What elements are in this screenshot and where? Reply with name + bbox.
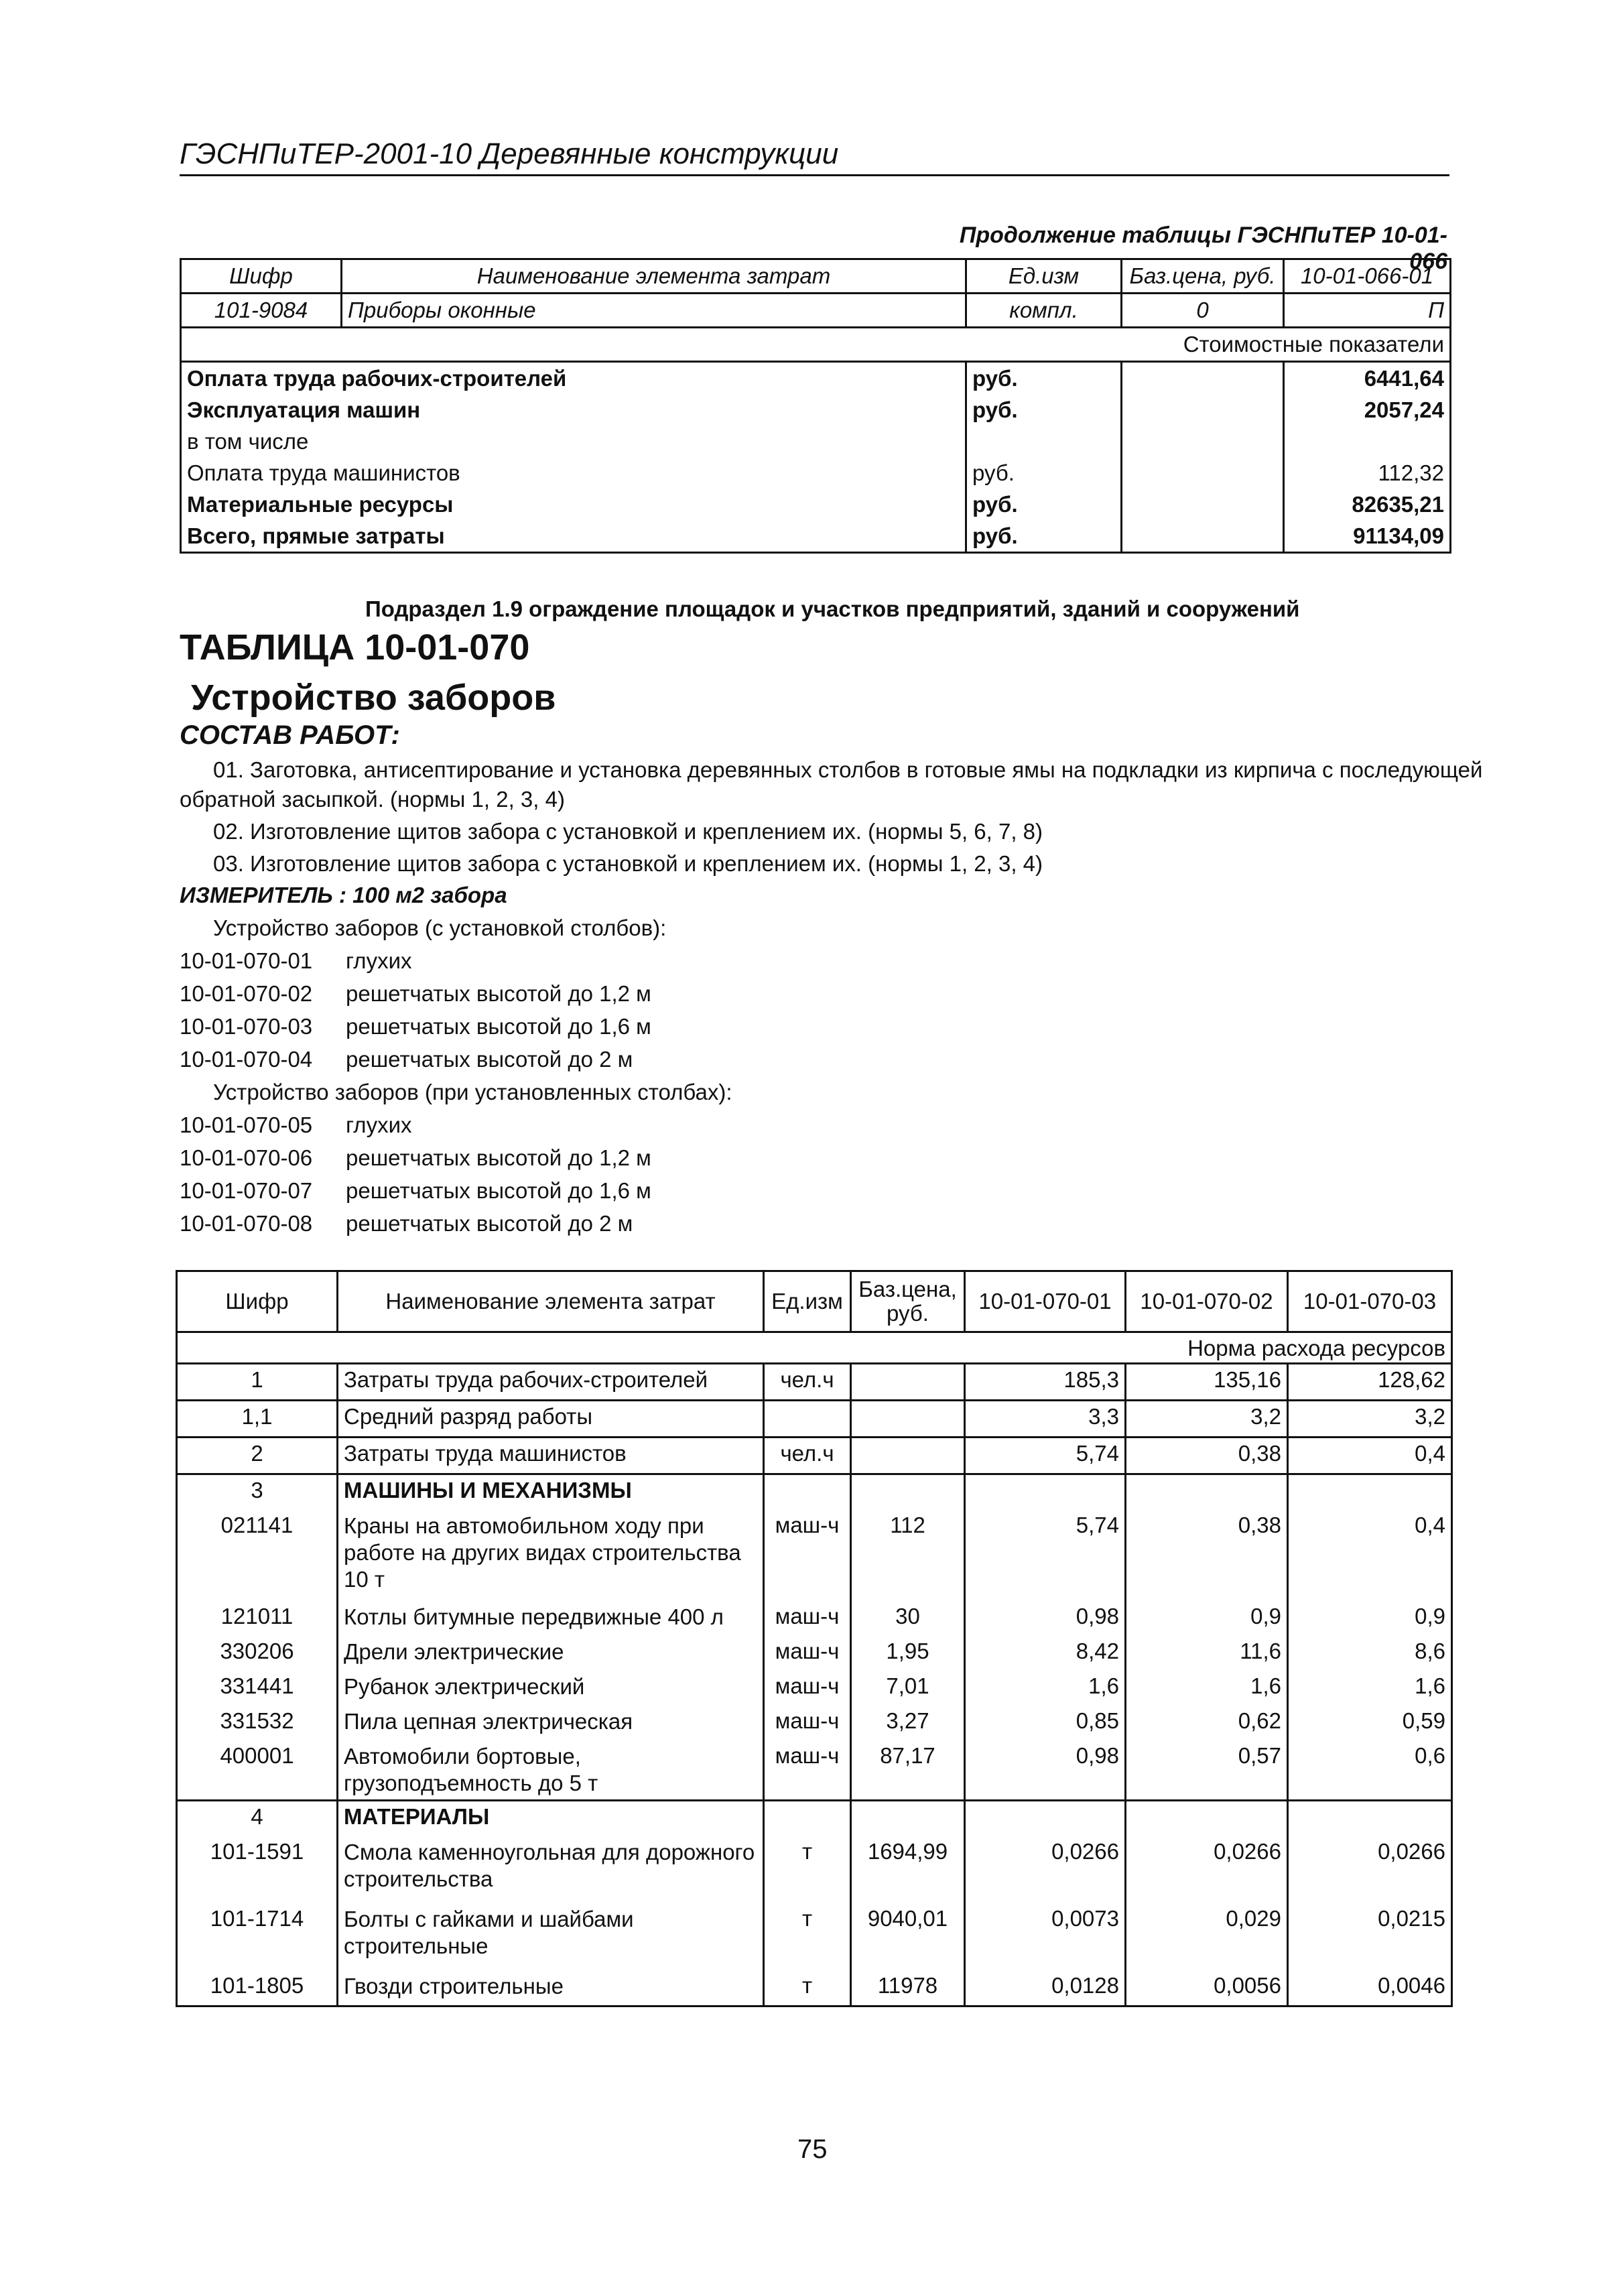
norm-item — [180, 1145, 651, 1171]
table-row — [177, 1970, 1452, 2006]
cell-value: 0,4 — [1288, 1438, 1452, 1474]
cell-value: 0,029 — [1126, 1903, 1288, 1970]
header-rule — [180, 174, 1449, 176]
work-item: 01. Заготовка, антисептирование и установка деревянных столбов в готовые ямы на подкладки из кирпича с последующей — [213, 757, 1483, 782]
work-item-continuation: обратной засыпкой. (нормы 1, 2, 3, 4) — [180, 787, 565, 812]
cell-name: Материальные ресурсы — [181, 489, 966, 520]
cell-value — [1284, 426, 1451, 457]
table-row — [181, 457, 1451, 489]
cell-value: 3,3 — [965, 1401, 1126, 1438]
cell-name: Смола каменноугольная для дорожного строительства — [338, 1836, 764, 1903]
cell-value: 8,42 — [965, 1636, 1126, 1671]
norm-name: решетчатых высотой до 2 м — [346, 1047, 633, 1072]
norm-item — [180, 948, 412, 974]
cell-price: 3,27 — [851, 1706, 965, 1740]
section-title: МАШИНЫ И МЕХАНИЗМЫ — [338, 1474, 764, 1511]
cell-value: 0,57 — [1126, 1740, 1288, 1801]
cell-unit: чел.ч — [764, 1364, 851, 1401]
cell-price — [851, 1401, 965, 1438]
table-row — [177, 1740, 1452, 1801]
norm-name: решетчатых высотой до 1,6 м — [346, 1014, 651, 1039]
cell-price — [851, 1474, 965, 1511]
table-row — [177, 1438, 1452, 1474]
cell-value: 0,0056 — [1126, 1970, 1288, 2006]
table-row — [177, 1401, 1452, 1438]
norm-name: решетчатых высотой до 1,2 м — [346, 981, 651, 1006]
cell-price: 1694,99 — [851, 1836, 965, 1903]
column-header: Баз.цена, руб. — [851, 1271, 965, 1332]
cell-name: Автомобили бортовые, грузоподъемность до 5 т — [338, 1740, 764, 1801]
norm-code: 10-01-070-08 — [180, 1211, 313, 1236]
section-label-row — [177, 1332, 1452, 1364]
cell-code: 021141 — [177, 1510, 338, 1601]
cell-unit: руб. — [966, 457, 1122, 489]
cell-value: 0,62 — [1126, 1706, 1288, 1740]
cell-name: Затраты труда рабочих-строителей — [338, 1364, 764, 1401]
norm-name: глухих — [346, 1112, 412, 1137]
norm-code: 10-01-070-02 — [180, 981, 313, 1006]
column-header: Шифр — [177, 1271, 338, 1332]
table-row — [181, 489, 1451, 520]
work-item: 02. Изготовление щитов забора с установкой и креплением их. (нормы 5, 6, 7, 8) — [213, 819, 1043, 844]
cell-value: 1,6 — [1288, 1671, 1452, 1706]
cell-price — [851, 1801, 965, 1837]
cell-value — [965, 1474, 1126, 1511]
column-header: Наименование элемента затрат — [342, 259, 966, 294]
cell-name: Краны на автомобильном ходу при работе на других видах строительства 10 т — [338, 1510, 764, 1601]
table-name: Устройство заборов — [191, 678, 556, 718]
column-header: Наименование элемента затрат — [338, 1271, 764, 1332]
cell-code: 4 — [177, 1801, 338, 1837]
table-row — [177, 1903, 1452, 1970]
cell-value: 135,16 — [1126, 1364, 1288, 1401]
norm-name: решетчатых высотой до 2 м — [346, 1211, 633, 1236]
cell-price: 1,95 — [851, 1636, 965, 1671]
norm-code: 10-01-070-04 — [180, 1047, 313, 1072]
norm-code: 10-01-070-06 — [180, 1145, 313, 1170]
cell-code: 101-1805 — [177, 1970, 338, 2006]
norm-name: решетчатых высотой до 1,6 м — [346, 1178, 651, 1203]
norm-item — [180, 1047, 633, 1072]
section-label-row — [181, 328, 1451, 362]
cell-price: 9040,01 — [851, 1903, 965, 1970]
cell-value: 0,6 — [1288, 1740, 1452, 1801]
table-row — [177, 1510, 1452, 1601]
cell-value: 0,98 — [965, 1601, 1126, 1636]
cell-price — [1122, 489, 1284, 520]
cell-value: 6441,64 — [1284, 362, 1451, 395]
cell-unit: маш-ч — [764, 1636, 851, 1671]
cell-value: 112,32 — [1284, 457, 1451, 489]
norm-item — [180, 1112, 412, 1138]
cell-code: 331532 — [177, 1706, 338, 1740]
table-number: ТАБЛИЦА 10-01-070 — [180, 627, 530, 667]
cell-unit — [764, 1474, 851, 1511]
table-row — [177, 1706, 1452, 1740]
table-row — [177, 1601, 1452, 1636]
cell-unit: маш-ч — [764, 1740, 851, 1801]
cell-value: 128,62 — [1288, 1364, 1452, 1401]
cell-unit: маш-ч — [764, 1601, 851, 1636]
cell-value: 0,0266 — [1288, 1836, 1452, 1903]
cell-value: 0,0266 — [965, 1836, 1126, 1903]
cell-name: Пила цепная электрическая — [338, 1706, 764, 1740]
cell-code: 1,1 — [177, 1401, 338, 1438]
cell-unit: руб. — [966, 394, 1122, 426]
cell-unit — [966, 426, 1122, 457]
column-header: 10-01-070-02 — [1126, 1271, 1288, 1332]
cell-price: 0 — [1122, 294, 1284, 328]
cell-value: 0,98 — [965, 1740, 1126, 1801]
section-label: Норма расхода ресурсов — [177, 1332, 1452, 1364]
norm-item — [180, 981, 651, 1007]
cell-code: 1 — [177, 1364, 338, 1401]
cell-value: 8,6 — [1288, 1636, 1452, 1671]
cell-value: 0,0046 — [1288, 1970, 1452, 2006]
cell-unit: маш-ч — [764, 1706, 851, 1740]
cell-name: Средний разряд работы — [338, 1401, 764, 1438]
norm-group-title: Устройство заборов (с установкой столбов): — [213, 915, 667, 940]
column-header: 10-01-066-01 — [1284, 259, 1451, 294]
cell-value: 2057,24 — [1284, 394, 1451, 426]
work-item: 03. Изготовление щитов забора с установкой и креплением их. (нормы 1, 2, 3, 4) — [213, 851, 1043, 876]
table-row — [181, 294, 1451, 328]
cell-unit: чел.ч — [764, 1438, 851, 1474]
cell-name: Эксплуатация машин — [181, 394, 966, 426]
norm-code: 10-01-070-07 — [180, 1178, 313, 1203]
norm-item — [180, 1014, 651, 1039]
table-row — [177, 1364, 1452, 1401]
cell-price: 87,17 — [851, 1740, 965, 1801]
norm-group-title: Устройство заборов (при установленных столбах): — [213, 1080, 732, 1104]
cell-value: 0,0128 — [965, 1970, 1126, 2006]
norm-code: 10-01-070-05 — [180, 1112, 313, 1137]
cell-unit: маш-ч — [764, 1510, 851, 1601]
cell-value: 0,85 — [965, 1706, 1126, 1740]
cell-price — [1122, 457, 1284, 489]
norm-item — [180, 1178, 651, 1204]
cell-value: 3,2 — [1288, 1401, 1452, 1438]
cell-name: Приборы оконные — [342, 294, 966, 328]
cell-unit: маш-ч — [764, 1671, 851, 1706]
cell-price — [1122, 520, 1284, 553]
cell-value: 0,0073 — [965, 1903, 1126, 1970]
cell-price — [851, 1438, 965, 1474]
cell-name: Всего, прямые затраты — [181, 520, 966, 553]
cell-code: 121011 — [177, 1601, 338, 1636]
document-header-title: ГЭСНПиТЕР-2001-10 Деревянные конструкции — [180, 137, 839, 170]
norm-code: 10-01-070-03 — [180, 1014, 313, 1039]
cell-price — [1122, 394, 1284, 426]
cell-value: 5,74 — [965, 1510, 1126, 1601]
cell-value — [1288, 1474, 1452, 1511]
table2-header-row — [177, 1271, 1452, 1332]
table1 — [180, 258, 1451, 554]
cell-code: 3 — [177, 1474, 338, 1511]
section-row — [177, 1474, 1452, 1511]
table-row — [181, 362, 1451, 395]
section-row — [177, 1801, 1452, 1837]
column-header: Ед.изм — [966, 259, 1122, 294]
cell-unit: т — [764, 1903, 851, 1970]
cell-value — [1288, 1801, 1452, 1837]
cell-name: Гвозди строительные — [338, 1970, 764, 2006]
table2 — [176, 1270, 1453, 2007]
table-row — [177, 1636, 1452, 1671]
column-header: Ед.изм — [764, 1271, 851, 1332]
cell-code: 101-1714 — [177, 1903, 338, 1970]
cell-unit: руб. — [966, 489, 1122, 520]
cell-value: 1,6 — [1126, 1671, 1288, 1706]
cell-name: Котлы битумные передвижные 400 л — [338, 1601, 764, 1636]
norm-item — [180, 1211, 633, 1236]
cell-unit: т — [764, 1836, 851, 1903]
cell-name: Болты с гайками и шайбами строительные — [338, 1903, 764, 1970]
norm-code: 10-01-070-01 — [180, 948, 313, 973]
cell-unit: руб. — [966, 520, 1122, 553]
column-header: Шифр — [181, 259, 342, 294]
column-header: Баз.цена, руб. — [1122, 259, 1284, 294]
section-title: МАТЕРИАЛЫ — [338, 1801, 764, 1837]
cell-value: 3,2 — [1126, 1401, 1288, 1438]
cell-price: 112 — [851, 1510, 965, 1601]
works-title: СОСТАВ РАБОТ: — [180, 720, 400, 750]
cell-value: 0,9 — [1288, 1601, 1452, 1636]
cell-value: 11,6 — [1126, 1636, 1288, 1671]
column-header: 10-01-070-01 — [965, 1271, 1126, 1332]
cell-value: 0,59 — [1288, 1706, 1452, 1740]
cell-unit — [764, 1401, 851, 1438]
cell-unit — [764, 1801, 851, 1837]
cell-price: 30 — [851, 1601, 965, 1636]
cell-name: Дрели электрические — [338, 1636, 764, 1671]
measurement-unit: ИЗМЕРИТЕЛЬ : 100 м2 забора — [180, 883, 507, 907]
norm-name: глухих — [346, 948, 412, 973]
cell-name: Рубанок электрический — [338, 1671, 764, 1706]
cell-value: П — [1284, 294, 1451, 328]
table-row — [177, 1836, 1452, 1903]
norm-name: решетчатых высотой до 1,2 м — [346, 1145, 651, 1170]
cell-name: Оплата труда рабочих-строителей — [181, 362, 966, 395]
cell-name: Оплата труда машинистов — [181, 457, 966, 489]
table-row — [177, 1671, 1452, 1706]
cell-price — [1122, 362, 1284, 395]
subsection-title: Подраздел 1.9 ограждение площадок и участков предприятий, зданий и сооружений — [365, 596, 1300, 621]
cell-value: 0,4 — [1288, 1510, 1452, 1601]
cell-value: 0,0266 — [1126, 1836, 1288, 1903]
page-number: 75 — [797, 2134, 828, 2164]
cell-value — [1126, 1474, 1288, 1511]
cell-unit: руб. — [966, 362, 1122, 395]
cell-code: 2 — [177, 1438, 338, 1474]
cell-price: 7,01 — [851, 1671, 965, 1706]
cell-value: 0,9 — [1126, 1601, 1288, 1636]
cell-value: 82635,21 — [1284, 489, 1451, 520]
cell-value: 185,3 — [965, 1364, 1126, 1401]
cell-code: 331441 — [177, 1671, 338, 1706]
column-header: 10-01-070-03 — [1288, 1271, 1452, 1332]
cell-code: 101-9084 — [181, 294, 342, 328]
cell-code: 330206 — [177, 1636, 338, 1671]
cell-name: Затраты труда машинистов — [338, 1438, 764, 1474]
cell-code: 101-1591 — [177, 1836, 338, 1903]
cell-price — [851, 1364, 965, 1401]
cell-unit: компл. — [966, 294, 1122, 328]
table-row — [181, 426, 1451, 457]
cell-value — [1126, 1801, 1288, 1837]
table1-caption: Продолжение таблицы ГЭСНПиТЕР 10-01-066 — [959, 222, 1447, 274]
cell-value: 0,38 — [1126, 1438, 1288, 1474]
cell-value: 5,74 — [965, 1438, 1126, 1474]
cell-value: 91134,09 — [1284, 520, 1451, 553]
table-row — [181, 520, 1451, 553]
cell-value: 0,0215 — [1288, 1903, 1452, 1970]
cell-value: 0,38 — [1126, 1510, 1288, 1601]
section-label: Стоимостные показатели — [181, 328, 1451, 362]
cell-price: 11978 — [851, 1970, 965, 2006]
cell-value — [965, 1801, 1126, 1837]
cell-price — [1122, 426, 1284, 457]
cell-unit: т — [764, 1970, 851, 2006]
cell-code: 400001 — [177, 1740, 338, 1801]
cell-name: в том числе — [181, 426, 966, 457]
cell-value: 1,6 — [965, 1671, 1126, 1706]
table1-header-row — [181, 259, 1451, 294]
table-row — [181, 394, 1451, 426]
